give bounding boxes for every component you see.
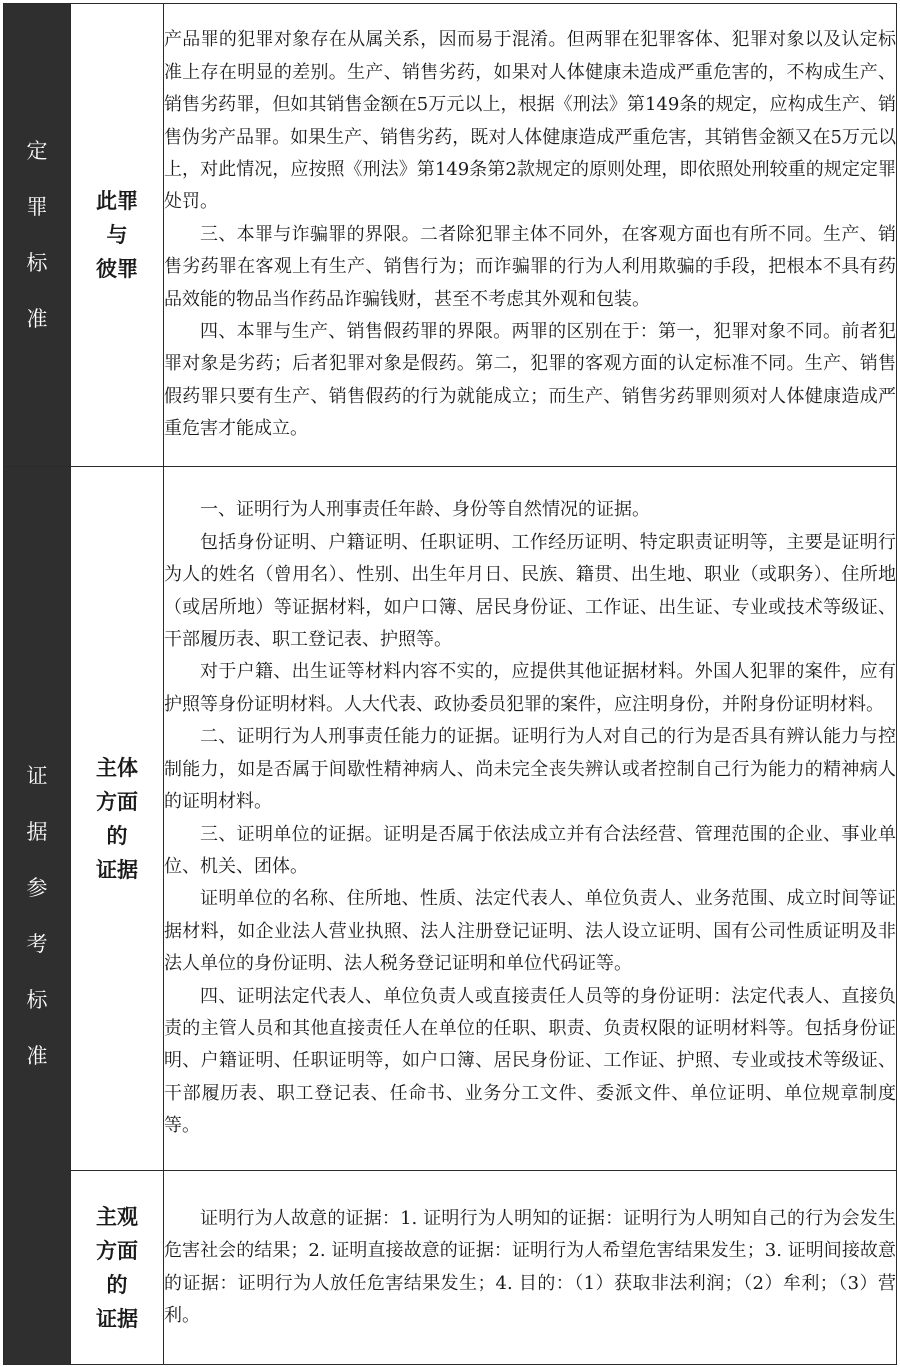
criteria-table (3, 3, 897, 1365)
subheading-zhuguan-fangmian (71, 1171, 164, 1365)
subheading-line: 彼罪 (96, 257, 138, 281)
table-row (4, 1171, 897, 1365)
section-label-dingzui-biaozhun (4, 4, 71, 467)
paragraph: 四、证明法定代表人、单位负责人或直接责任人员等的身份证明：法定代表人、直接负责的主管人员和其他直接责任人在单位的任职、职责、负责权限的证明材料等。包括身份证明、户籍证明、任职证明等，如户口簿、居民身份证、工作证、护照、专业或技术等级证、干部履历表、职工登记表、任命书、业务分工文件、委派文件、单位证明、单位规章制度等。 (164, 985, 896, 1137)
subheading-line: 与 (106, 223, 128, 247)
subheading-zhuti-fangmian (71, 467, 164, 1171)
subheading-line: 的 (106, 1272, 128, 1297)
subheading-line: 的 (106, 823, 128, 848)
section-label-zhengju-cankao-biaozhun (4, 467, 71, 1365)
subheading-line: 主体 (96, 755, 138, 780)
section-char: 标 (26, 251, 48, 275)
table-row (4, 467, 897, 1171)
section-char: 考 (26, 931, 48, 956)
section-char: 准 (26, 1043, 48, 1068)
paragraph: 三、证明单位的证据。证明是否属于依法成立并有合法经营、管理范围的企业、事业单位、机关、团体。 (164, 823, 896, 877)
section-char: 据 (26, 819, 48, 844)
subheading-line: 方面 (96, 789, 138, 814)
subheading-cizui-yu-bizui (71, 4, 164, 467)
section-char: 证 (26, 763, 48, 788)
content-zhuti-fangmian (164, 467, 897, 1171)
section-char: 准 (26, 307, 48, 331)
paragraph: 包括身份证明、户籍证明、任职证明、工作经历证明、特定职责证明等，主要是证明行为人的姓名（曾用名）、性别、出生年月日、民族、籍贯、出生地、职业（或职务）、住所地（或居所地）等证据材料，如户口簿、居民身份证、工作证、出生证、专业或技术等级证、干部履历表、职工登记表、护照等。 (164, 531, 896, 651)
table-row (4, 4, 897, 467)
paragraph: 三、本罪与诈骗罪的界限。二者除犯罪主体不同外，在客观方面也有所不同。生产、销售劣药罪在客观上有生产、销售行为；而诈骗罪的行为人利用欺骗的手段，把根本不具有药品效能的物品当作药品诈骗钱财，甚至不考虑其外观和包装。 (164, 223, 896, 310)
content-cizui-yu-bizui (164, 4, 897, 467)
subheading-line: 此罪 (96, 189, 138, 213)
paragraph: 证明单位的名称、住所地、性质、法定代表人、单位负责人、业务范围、成立时间等证据材料，如企业法人营业执照、法人注册登记证明、法人设立证明、国有公司性质证明及非法人单位的身份证明、法人税务登记证明和单位代码证等。 (164, 888, 896, 975)
paragraph: 产品罪的犯罪对象存在从属关系，因而易于混淆。但两罪在犯罪客体、犯罪对象以及认定标准上存在明显的差别。生产、销售劣药，如果对人体健康未造成严重危害的，不构成生产、销售劣药罪，但如其销售金额在5万元以上，根据《刑法》第149条的规定，应构成生产、销售伪劣产品罪。如果生产、销售劣药，既对人体健康造成严重危害，其销售金额又在5万元以上，对此情况，应按照《刑法》第149条第2款规定的原则处理，即依照处刑较重的规定定罪处罚。 (164, 29, 896, 213)
section-char: 定 (26, 139, 48, 163)
paragraph: 二、证明行为人刑事责任能力的证据。证明行为人对自己的行为是否具有辨认能力与控制能力，如是否属于间歇性精神病人、尚未完全丧失辨认或者控制自己行为能力的精神病人的证明材料。 (164, 726, 896, 813)
subheading-line: 证据 (96, 1306, 138, 1331)
paragraph: 一、证明行为人刑事责任年龄、身份等自然情况的证据。 (200, 499, 650, 521)
section-char: 罪 (26, 195, 48, 219)
paragraph: 证明行为人故意的证据：1. 证明行为人明知的证据：证明行为人明知自己的行为会发生危害社会的结果；2. 证明直接故意的证据：证明行为人希望危害结果发生；3. 证明间接故意的证据：证明行为人放任危害结果发生；4. 目的：（1）获取非法利润；（2）牟利；（3）营利。 (164, 1207, 896, 1326)
paragraph: 四、本罪与生产、销售假药罪的界限。两罪的区别在于：第一，犯罪对象不同。前者犯罪对象是劣药；后者犯罪对象是假药。第二，犯罪的客观方面的认定标准不同。生产、销售假药罪只要有生产、销售假药的行为就能成立；而生产、销售劣药罪则须对人体健康造成严重危害才能成立。 (164, 321, 896, 440)
section-char: 参 (26, 875, 48, 900)
section-char: 标 (26, 987, 48, 1012)
subheading-line: 证据 (96, 857, 138, 882)
subheading-line: 主观 (96, 1204, 138, 1229)
paragraph: 对于户籍、出生证等材料内容不实的，应提供其他证据材料。外国人犯罪的案件，应有护照等身份证明材料。人大代表、政协委员犯罪的案件，应注明身份，并附身份证明材料。 (164, 661, 896, 715)
subheading-line: 方面 (96, 1238, 138, 1263)
content-zhuguan-fangmian (164, 1171, 897, 1365)
